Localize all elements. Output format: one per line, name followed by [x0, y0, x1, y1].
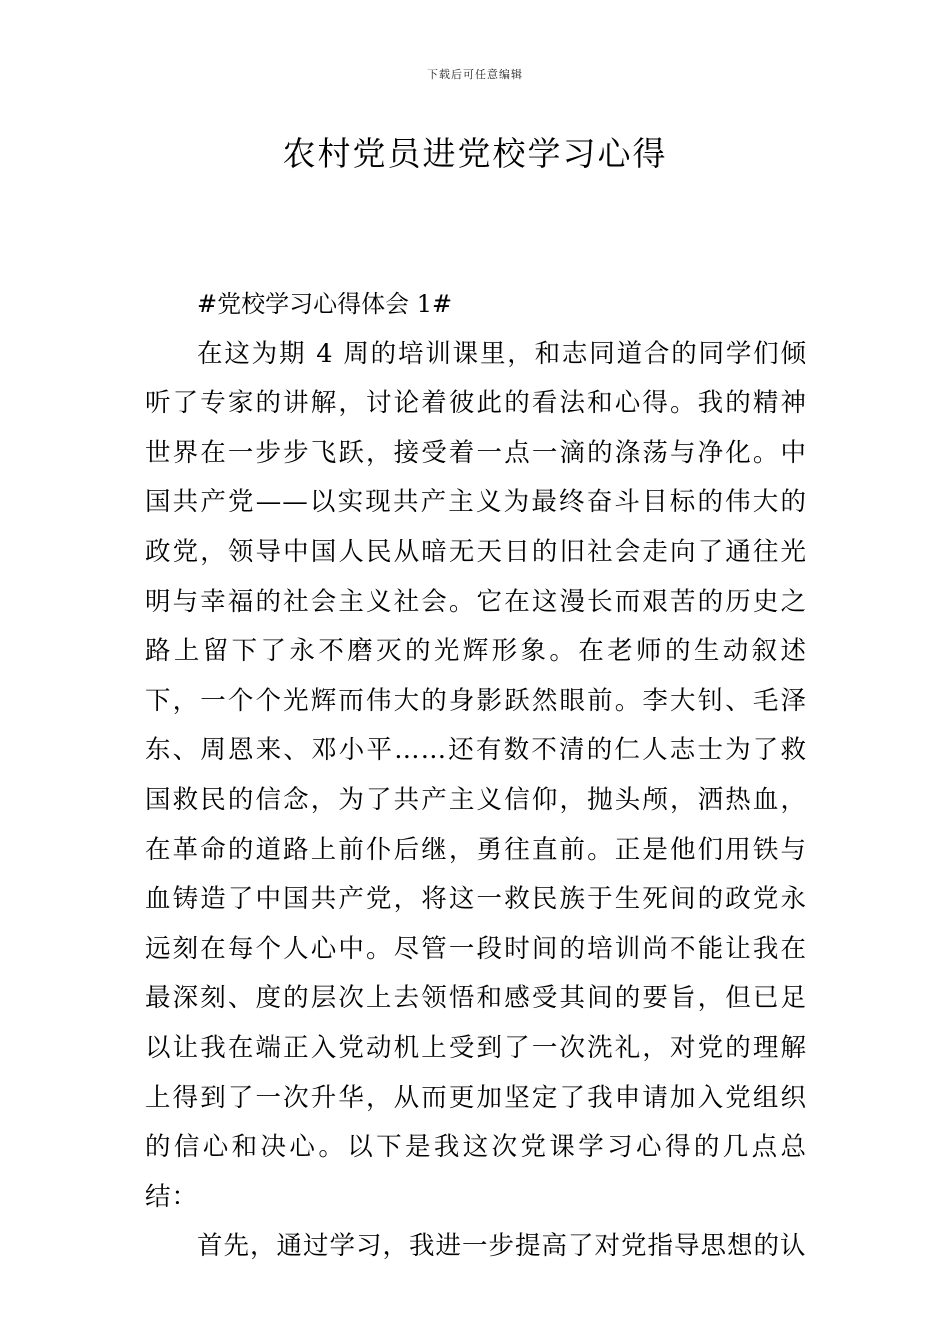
header-note: 下载后可任意编辑: [427, 68, 523, 81]
section-heading: #党校学习心得体会 1#: [197, 290, 453, 318]
document-body: [145, 280, 807, 1272]
document-title: 农村党员进党校学习心得: [282, 134, 668, 173]
paragraph-2: 首先，通过学习，我进一步提高了对党指导思想的认: [197, 1231, 807, 1262]
paragraph-1: 在这为期 4 周的培训课里，和志同道合的同学们倾听了专家的讲解，讨论着彼此的看法和心得。我的精神世界在一步步飞跃，接受着一点一滴的涤荡与净化。中国共产党——以实现共产主义为最终奋斗目标的伟大的政党，领导中国人民从暗无天日的旧社会走向了通往光明与幸福的社会主义社会。它在这漫长而艰苦的历史之路上留下了永不磨灭的光辉形象。在老师的生动叙述下，一个个光辉而伟大的身影跃然眼前。李大钊、毛泽东、周恩来、邓小平……还有数不清的仁人志士为了救国救民的信念，为了共产主义信仰，抛头颅，洒热血，在革命的道路上前仆后继，勇往直前。正是他们用铁与血铸造了中国共产党，将这一救民族于生死间的政党永远刻在每个人心中。尽管一段时间的培训尚不能让我在最深刻、度的层次上去领悟和感受其间的要旨，但已足以让我在端正入党动机上受到了一次洗礼，对党的理解上得到了一次升华，从而更加坚定了我申请加入党组织的信心和决心。以下是我这次党课学习心得的几点总结：: [145, 338, 807, 1212]
